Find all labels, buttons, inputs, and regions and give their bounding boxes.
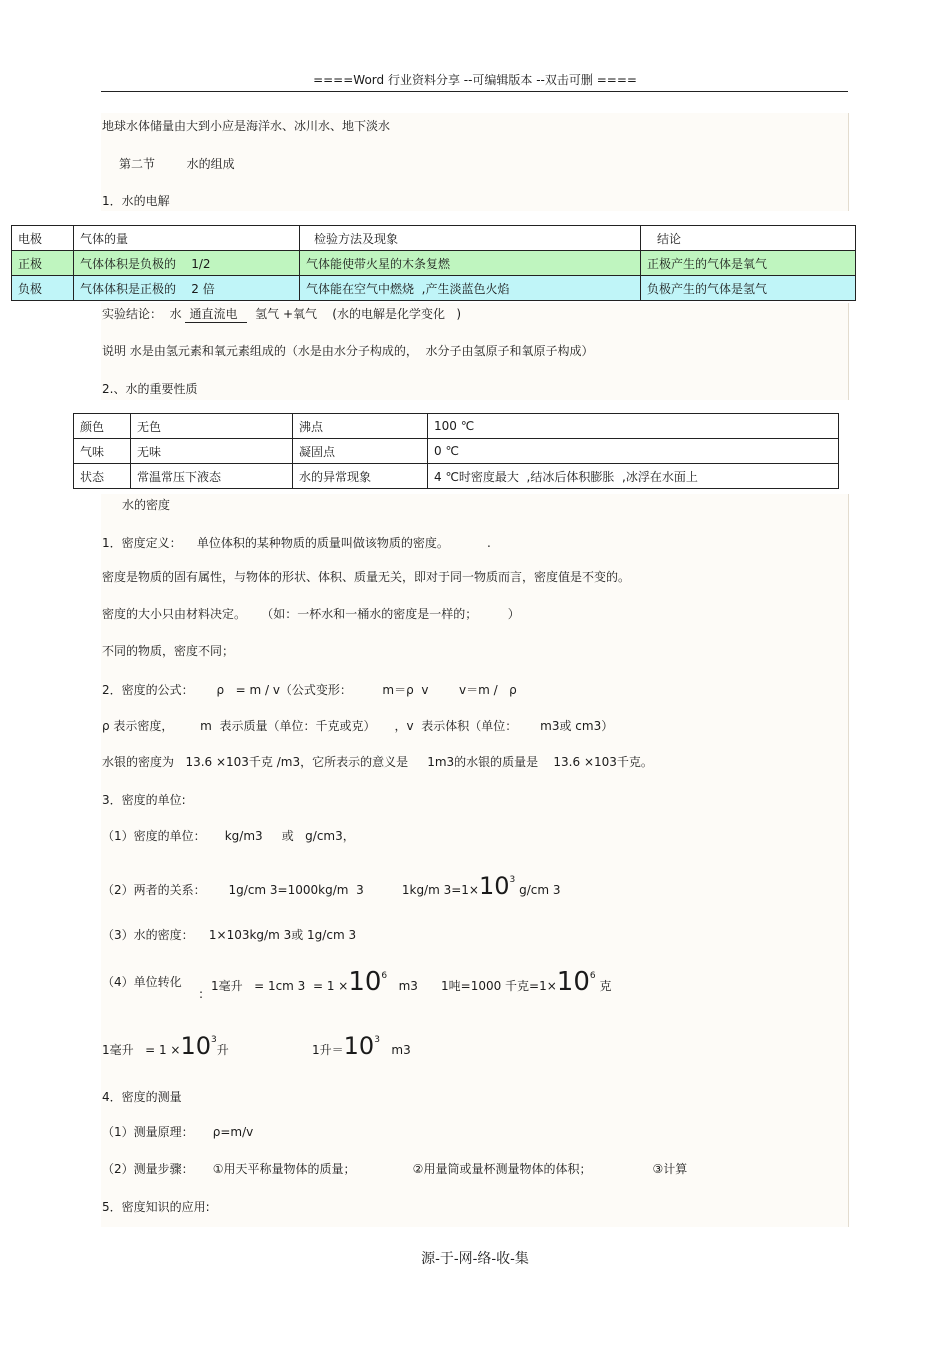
unit-conversion-label: （4）单位转化 bbox=[102, 975, 182, 989]
page-footer: 源-于-网-络-收-集 bbox=[421, 1251, 529, 1267]
conversion-text: 1升＝ bbox=[312, 1043, 344, 1057]
measurement-steps: （2）测量步骤： ①用天平称量物体的质量； ②用量筒或量杯测量物体的体积； ③计算 bbox=[102, 1162, 688, 1176]
power-base: 10 bbox=[556, 967, 590, 997]
content-panel-3 bbox=[101, 494, 849, 1227]
subsection-electrolysis: 1．水的电解 bbox=[102, 194, 170, 208]
power-exponent: 3 bbox=[211, 1035, 217, 1045]
section-title bbox=[119, 155, 235, 172]
mercury-density: 水银的密度为 13.6 ×103千克 /m3，它所表示的意义是 1m3的水银的质量是 13.6 ×103千克。 bbox=[102, 755, 653, 769]
table-cell: 无味 bbox=[131, 439, 293, 464]
power-base: 10 bbox=[343, 1032, 375, 1060]
table-cell: 沸点 bbox=[293, 414, 428, 439]
table-cell: 状态 bbox=[74, 464, 131, 489]
table-row bbox=[74, 464, 839, 489]
power-exponent: 6 bbox=[589, 971, 596, 981]
conversion-text: 1毫升 = 1cm 3 = 1 × bbox=[211, 979, 349, 993]
table-cell: 气体能在空气中燃烧 ,产生淡蓝色火焰 bbox=[300, 276, 641, 301]
properties-table bbox=[73, 413, 839, 489]
conversion-text: 1吨=1000 千克=1× bbox=[441, 979, 557, 993]
conversion-unit: 克 bbox=[599, 979, 612, 993]
table-cell: 0 ℃ bbox=[428, 439, 839, 464]
unit-relation-tail: g/cm 3 bbox=[519, 883, 561, 897]
table-header-row bbox=[12, 226, 856, 251]
table-row bbox=[74, 414, 839, 439]
unit-conversion-ml bbox=[211, 967, 418, 997]
header-cell: 检验方法及现象 bbox=[300, 226, 641, 251]
power-base: 10 bbox=[180, 1032, 211, 1060]
table-cell: 气味 bbox=[74, 439, 131, 464]
unit-line-3: （3）水的密度： 1×103kg/m 3或 1g/cm 3 bbox=[102, 928, 357, 942]
table-cell: 常温常压下液态 bbox=[131, 464, 293, 489]
experiment-note: (水的电解是化学变化 ) bbox=[332, 307, 462, 321]
measurement-principle: （1）测量原理： ρ=m/v bbox=[102, 1125, 254, 1139]
conversion-unit: m3 bbox=[398, 979, 418, 993]
table-cell: 100 ℃ bbox=[428, 414, 839, 439]
measurement-heading: 4．密度的测量 bbox=[102, 1090, 182, 1104]
electrolysis-table bbox=[11, 225, 856, 301]
density-different: 不同的物质，密度不同； bbox=[102, 644, 235, 658]
density-units-heading: 3．密度的单位: bbox=[102, 793, 186, 807]
section-name: 水的组成 bbox=[186, 157, 235, 171]
density-heading: 水的密度 bbox=[122, 498, 171, 512]
table-cell: 气体体积是正极的 2 倍 bbox=[74, 276, 300, 301]
unit-line-1: （1）密度的单位： kg/m3 或 g/cm3， bbox=[102, 829, 355, 843]
header-cell: 结论 bbox=[641, 226, 856, 251]
conversion-unit: 升 bbox=[216, 1043, 229, 1057]
power-exponent: 6 bbox=[381, 971, 388, 981]
header-cell: 电极 bbox=[12, 226, 74, 251]
header-rule bbox=[101, 91, 848, 92]
unit-conversion-ton bbox=[441, 967, 611, 997]
power-base: 10 bbox=[478, 872, 510, 900]
experiment-conclusion bbox=[102, 305, 461, 322]
power-exponent: 3 bbox=[374, 1035, 380, 1045]
experiment-condition: 通直流电 bbox=[185, 307, 247, 323]
power-base: 10 bbox=[348, 967, 382, 997]
table-cell: 颜色 bbox=[74, 414, 131, 439]
experiment-prefix: 实验结论： 水 bbox=[102, 307, 182, 321]
density-definition: 1．密度定义： 单位体积的某种物质的质量叫做该物质的密度。 . bbox=[102, 536, 491, 550]
subsection-properties: 2.、水的重要性质 bbox=[102, 382, 198, 396]
table-cell: 水的异常现象 bbox=[293, 464, 428, 489]
table-row bbox=[12, 251, 856, 276]
water-storage-text: 地球水体储量由大到小应是海洋水、冰川水、地下淡水 bbox=[102, 119, 391, 133]
table-cell: 正极 bbox=[12, 251, 74, 276]
header-cell: 气体的量 bbox=[74, 226, 300, 251]
unit-relation-text: （2）两者的关系： 1g/cm 3=1000kg/m 3 1kg/m 3=1× bbox=[102, 883, 479, 897]
density-formula: 2．密度的公式： ρ = m / v（公式变形： m＝ρ v v＝m / ρ bbox=[102, 683, 517, 697]
table-cell: 正极产生的气体是氧气 bbox=[641, 251, 856, 276]
density-property: 密度是物质的固有属性，与物体的形状、体积、质量无关，即对于同一物质而言，密度值是不变的。 bbox=[102, 570, 631, 584]
unit-line-5a bbox=[102, 1032, 229, 1060]
table-cell: 气体体积是负极的 1/2 bbox=[74, 251, 300, 276]
experiment-products: 氢气 +氧气 bbox=[255, 307, 317, 321]
unit-conversion-colon: : bbox=[199, 987, 204, 1001]
composition-explanation: 说明 水是由氢元素和氧元素组成的（水是由水分子构成的， 水分子由氢原子和氧原子构成） bbox=[102, 344, 594, 358]
table-cell: 气体能使带火星的木条复燃 bbox=[300, 251, 641, 276]
table-cell: 4 ℃时密度最大 ,结冰后体积膨胀 ,冰浮在水面上 bbox=[428, 464, 839, 489]
conversion-text: 1毫升 = 1 × bbox=[102, 1043, 181, 1057]
table-cell: 凝固点 bbox=[293, 439, 428, 464]
conversion-unit: m3 bbox=[391, 1043, 411, 1057]
table-cell: 无色 bbox=[131, 414, 293, 439]
table-row bbox=[12, 276, 856, 301]
unit-line-5b bbox=[312, 1032, 411, 1060]
section-number: 第二节 bbox=[119, 157, 156, 171]
table-row bbox=[74, 439, 839, 464]
table-cell: 负极 bbox=[12, 276, 74, 301]
unit-line-2 bbox=[102, 872, 561, 900]
density-material: 密度的大小只由材料决定。 （如：一杯水和一桶水的密度是一样的； ） bbox=[102, 607, 520, 621]
symbol-meaning: ρ 表示密度， m 表示质量（单位：千克或克） ，v 表示体积（单位： m3或 cm3） bbox=[102, 719, 614, 733]
page-header: ====Word 行业资料分享 --可编辑版本 --双击可删 ==== bbox=[313, 73, 637, 87]
power-exponent: 3 bbox=[509, 875, 516, 885]
application-heading: 5．密度知识的应用: bbox=[102, 1200, 210, 1214]
table-cell: 负极产生的气体是氢气 bbox=[641, 276, 856, 301]
